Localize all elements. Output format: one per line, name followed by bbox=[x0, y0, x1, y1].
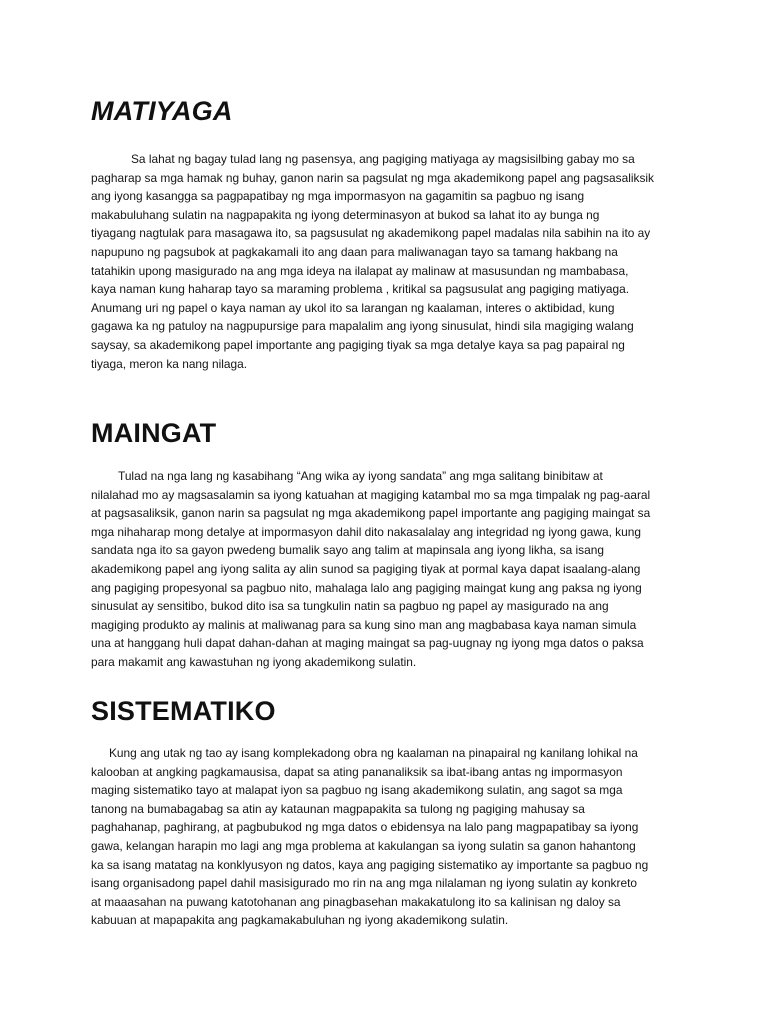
paragraph-maingat bbox=[91, 467, 681, 672]
text-line: tatahikin upong masigurado na ang mga ideya na ilalapat ay malinaw at masusundan ng mambabasa, bbox=[91, 263, 629, 278]
text-line: sandata nga ito sa gayon pwedeng bumalik sayo ang talim at mapinsala ang iyong likha, sa isang bbox=[91, 543, 604, 558]
text-line: napupuno ng pagsubok at pagkakamali ito ang daan para maliwanagan tayo sa tamang hakbang na bbox=[91, 244, 618, 259]
text-line: gawa, kelangan harapin mo lagi ang mga problema at kakulangan sa iyong sulatin sa ganon hahantong bbox=[91, 838, 636, 853]
text-line: ang pagiging propesyonal sa pagbuo nito, mahalaga lalo ang pagiging maingat kung ang paksa ng iyong bbox=[91, 580, 642, 595]
paragraph-matiyaga bbox=[91, 150, 681, 373]
paragraph-sistematiko bbox=[91, 744, 681, 930]
text-line: Anumang uri ng papel o kaya naman ay ukol ito sa larangan ng kaalaman, interes o aktibidad, kung bbox=[91, 300, 615, 315]
text-line: isang organisadong papel dahil masisigurado mo rin na ang mga nilalaman ng iyong sulatin ay konkreto bbox=[91, 876, 637, 891]
text-line: tiyagang nagtulak para masagawa ito, sa pagsusulat ng akademikong papel madalas nila sabihin na ito ay bbox=[91, 226, 651, 241]
text-line: magiging produkto ay malinis at maliwanag para sa kung sino man ang magbabasa kaya naman simula bbox=[91, 617, 637, 632]
text-line: akademikong papel ang iyong salita ay alin sunod sa pagiging tiyak at pormal kaya dapat isaalang-alang bbox=[91, 561, 641, 576]
text-line: ang iyong kasangga sa pagpapatibay ng mga impormasyon na gagamitin sa pagbuo ng isang bbox=[91, 189, 585, 204]
text-line: pagharap sa mga hamak ng buhay, ganon narin sa pagsulat ng mga akademikong papel ang pagsasaliksik bbox=[91, 170, 654, 185]
text-line: mga nihaharap mong detalye at impormasyon dahil dito nakasalalay ang integridad ng iyong gawa, kung bbox=[91, 524, 641, 539]
text-line: Tulad na nga lang ng kasabihang “Ang wika ay iyong sandata” ang mga salitang binibitaw at bbox=[118, 469, 603, 483]
text-line: at maaasahan na puwang katotohanan ang pinagbasehan makakatulong ito sa kalinisan ng daloy sa bbox=[91, 894, 621, 909]
text-line: para makamit ang kawastuhan ng iyong akademikong sulatin. bbox=[91, 654, 417, 669]
text-line: kaya naman kung haharap tayo sa maraming problema , kritikal sa pagsusulat ang pagiging matiyaga. bbox=[91, 282, 630, 297]
heading-matiyaga: MATIYAGA bbox=[91, 96, 233, 126]
text-line: sinusulat ay sensitibo, bukod dito isa sa tungkulin natin sa pagbuo ng papel ay masigurado na ang bbox=[91, 599, 609, 614]
text-line: at pagsasaliksik, ganon narin sa pagsulat ng mga akademikong papel importante ang pagiging maingat sa bbox=[91, 506, 651, 521]
text-line: kalooban at angking pagkamausisa, dapat sa ating pananaliksik sa ibat-ibang antas ng impormasyon bbox=[91, 764, 623, 779]
heading-sistematiko: SISTEMATIKO bbox=[91, 696, 276, 726]
text-line: makabuluhang sulatin na nagpapakita ng iyong determinasyon at bukod sa lahat ito ay bunga ng bbox=[91, 207, 600, 222]
text-line: kabuuan at mapapakita ang pagkamakabuluhan ng iyong akademikong sulatin. bbox=[91, 913, 509, 928]
text-line: una at hanggang huli dapat dahan-dahan at maging maingat sa pag-uugnay ng iyong mga datos o paksa bbox=[91, 636, 644, 651]
text-line: Sa lahat ng bagay tulad lang ng pasensya, ang pagiging matiyaga ay magsisilbing gabay mo sa bbox=[131, 152, 635, 166]
heading-maingat: MAINGAT bbox=[91, 418, 217, 448]
text-line: nilalahad mo ay magsasalamin sa iyong katuahan at magiging katambal mo sa mga timpalak ng pag-aaral bbox=[91, 487, 651, 502]
text-line: tiyaga, meron ka nang nilaga. bbox=[91, 356, 248, 371]
text-line: tanong na bumabagabag sa atin ay kataunan magpapakita sa tulong ng pagiging mahusay sa bbox=[91, 801, 585, 816]
text-line: maging sistematiko tayo at malapat iyon sa pagbuo ng isang akademikong sulatin, ang sagot sa mga bbox=[91, 783, 623, 798]
text-line: saysay, sa akademikong papel importante ang pagiging tiyak sa mga detalye kaya sa pag papairal ng bbox=[91, 337, 625, 352]
text-line: ka sa isang matatag na konklyusyon ng datos, kaya ang pagiging sistematiko ay importante sa pagbuo ng bbox=[91, 857, 649, 872]
text-line: Kung ang utak ng tao ay isang komplekadong obra ng kaalaman na pinapairal ng kanilang lohikal na bbox=[109, 746, 638, 760]
text-line: paghahanap, paghirang, at pagbubukod ng mga datos o ebidensya na lalo pang magpapatibay sa iyong bbox=[91, 820, 639, 835]
text-line: gagawa ka ng patuloy na nagpupursige para mapalalim ang iyong sinusulat, hindi sila magiging walang bbox=[91, 319, 634, 334]
